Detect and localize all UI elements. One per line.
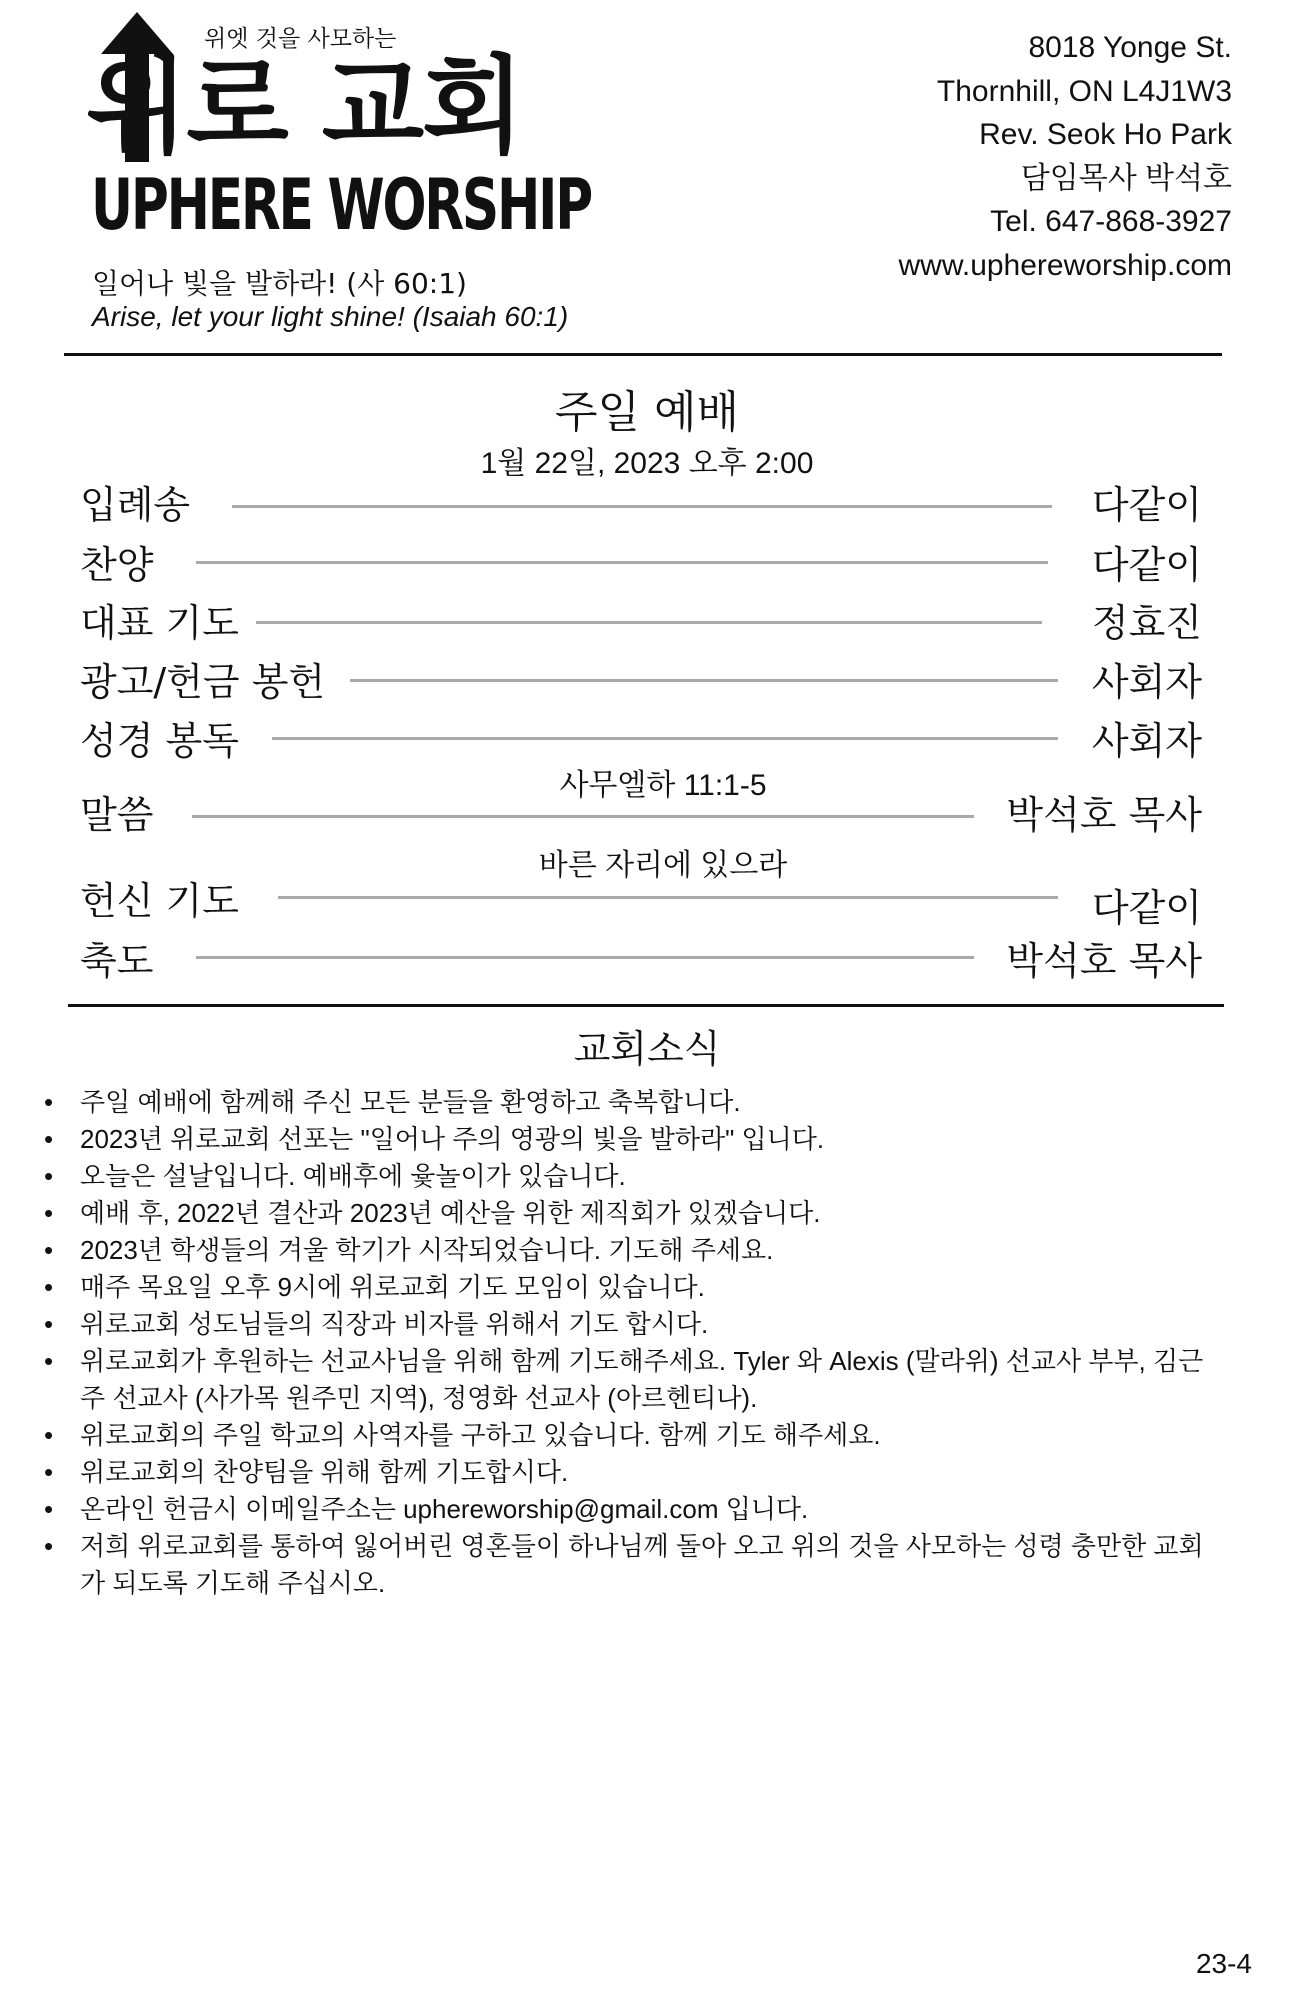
news-list bbox=[44, 1084, 1210, 1602]
order-leader-line bbox=[196, 561, 1048, 564]
sermon-scripture: 사무엘하 11:1-5 bbox=[559, 769, 767, 802]
order-item-leader: 다같이 bbox=[1091, 543, 1202, 587]
logo-tagline: 위엣 것을 사모하는 bbox=[204, 26, 397, 52]
list-item: • 위로교회의 주일 학교의 사역자를 구하고 있습니다. 함께 기도 해주세요. bbox=[44, 1420, 881, 1450]
list-item: • 저희 위로교회를 통하여 잃어버린 영혼들이 하나님께 돌아 오고 위의 것을 사모하는 성령 충만한 교회가 되도록 기도해 주십시오. bbox=[44, 1531, 1204, 1598]
page-number: 23-4 bbox=[1195, 1948, 1252, 1979]
list-item: • 위로교회가 후원하는 선교사님을 위해 함께 기도해주세요. Tyler 와 Alexis (말라위) 선교사 부부, 김근주 선교사 (사가목 원주민 지역), 정영화 선교사 (아르헨티나). bbox=[44, 1346, 1204, 1413]
order-item-name: 입례송 bbox=[80, 483, 191, 527]
order-item-name: 축도 bbox=[80, 939, 154, 983]
order-leader-line bbox=[192, 815, 974, 818]
order-item-leader: 박석호 목사 bbox=[1006, 939, 1202, 983]
logo-english: UPHERE WORSHIP bbox=[91, 164, 591, 246]
logo-korean: 위로 교회 bbox=[86, 45, 523, 168]
list-item: • 오늘은 설날입니다. 예배후에 윷놀이가 있습니다. bbox=[44, 1161, 626, 1191]
list-item: • 예배 후, 2022년 결산과 2023년 예산을 위한 제직회가 있겠습니다. bbox=[44, 1198, 821, 1228]
order-item-name: 대표 기도 bbox=[80, 601, 239, 645]
order-leader-line bbox=[196, 956, 974, 959]
church-address bbox=[899, 26, 1232, 287]
list-item: • 주일 예배에 함께해 주신 모든 분들을 환영하고 축복합니다. bbox=[44, 1087, 741, 1117]
divider bbox=[68, 1004, 1224, 1007]
list-item: • 2023년 학생들의 겨울 학기가 시작되었습니다. 기도해 주세요. bbox=[44, 1235, 774, 1265]
order-item-name: 광고/헌금 봉헌 bbox=[80, 660, 326, 704]
divider bbox=[64, 353, 1222, 356]
sermon-title: 바른 자리에 있으라 bbox=[538, 849, 788, 882]
verse-korean: 일어나 빛을 발하라! (사 60:1) bbox=[92, 267, 467, 300]
news-title: 교회소식 bbox=[573, 1027, 721, 1071]
city: Thornhill, ON L4J1W3 bbox=[936, 74, 1232, 108]
verse-english: Arise, let your light shine! (Isaiah 60:1) bbox=[92, 301, 569, 332]
pastor-en: Rev. Seok Ho Park bbox=[979, 118, 1232, 151]
order-leader-line bbox=[256, 621, 1042, 624]
order-item-name: 찬양 bbox=[80, 543, 154, 587]
street: 8018 Yonge St. bbox=[1028, 31, 1232, 64]
service-date: 1월 22일, 2023 오후 2:00 bbox=[480, 447, 814, 480]
order-item-leader: 다같이 bbox=[1091, 886, 1202, 930]
order-item-name: 성경 봉독 bbox=[80, 719, 239, 763]
order-leader-line bbox=[232, 505, 1052, 508]
order-item-leader: 사회자 bbox=[1091, 660, 1202, 704]
order-item-name: 헌신 기도 bbox=[80, 879, 239, 923]
list-item: • 매주 목요일 오후 9시에 위로교회 기도 모임이 있습니다. bbox=[44, 1272, 705, 1302]
order-item-leader: 정효진 bbox=[1091, 601, 1202, 645]
order-item-name: 말씀 bbox=[80, 793, 154, 837]
order-leader-line bbox=[272, 737, 1058, 740]
order-leader-line bbox=[350, 679, 1058, 682]
order-item-leader: 사회자 bbox=[1091, 719, 1202, 763]
order-item-leader: 다같이 bbox=[1091, 483, 1202, 527]
service-title: 주일 예배 bbox=[554, 387, 739, 438]
order-leader-line bbox=[278, 896, 1058, 899]
phone: Tel. 647-868-3927 bbox=[990, 205, 1232, 238]
list-item: • 2023년 위로교회 선포는 "일어나 주의 영광의 빛을 발하라" 입니다. bbox=[44, 1124, 825, 1154]
order-item-leader: 박석호 목사 bbox=[1006, 793, 1202, 837]
list-item: • 위로교회 성도님들의 직장과 비자를 위해서 기도 합시다. bbox=[44, 1309, 709, 1339]
pastor-ko: 담임목사 박석호 bbox=[1020, 161, 1232, 195]
website-link[interactable]: www.upherewors​hip.com bbox=[898, 248, 1232, 282]
list-item: • 위로교회의 찬양팀을 위해 함께 기도합시다. bbox=[44, 1457, 569, 1487]
list-item: • 온라인 헌금시 이메일주소는 upherewors​hip@gmail.com 입니다. bbox=[44, 1494, 809, 1524]
